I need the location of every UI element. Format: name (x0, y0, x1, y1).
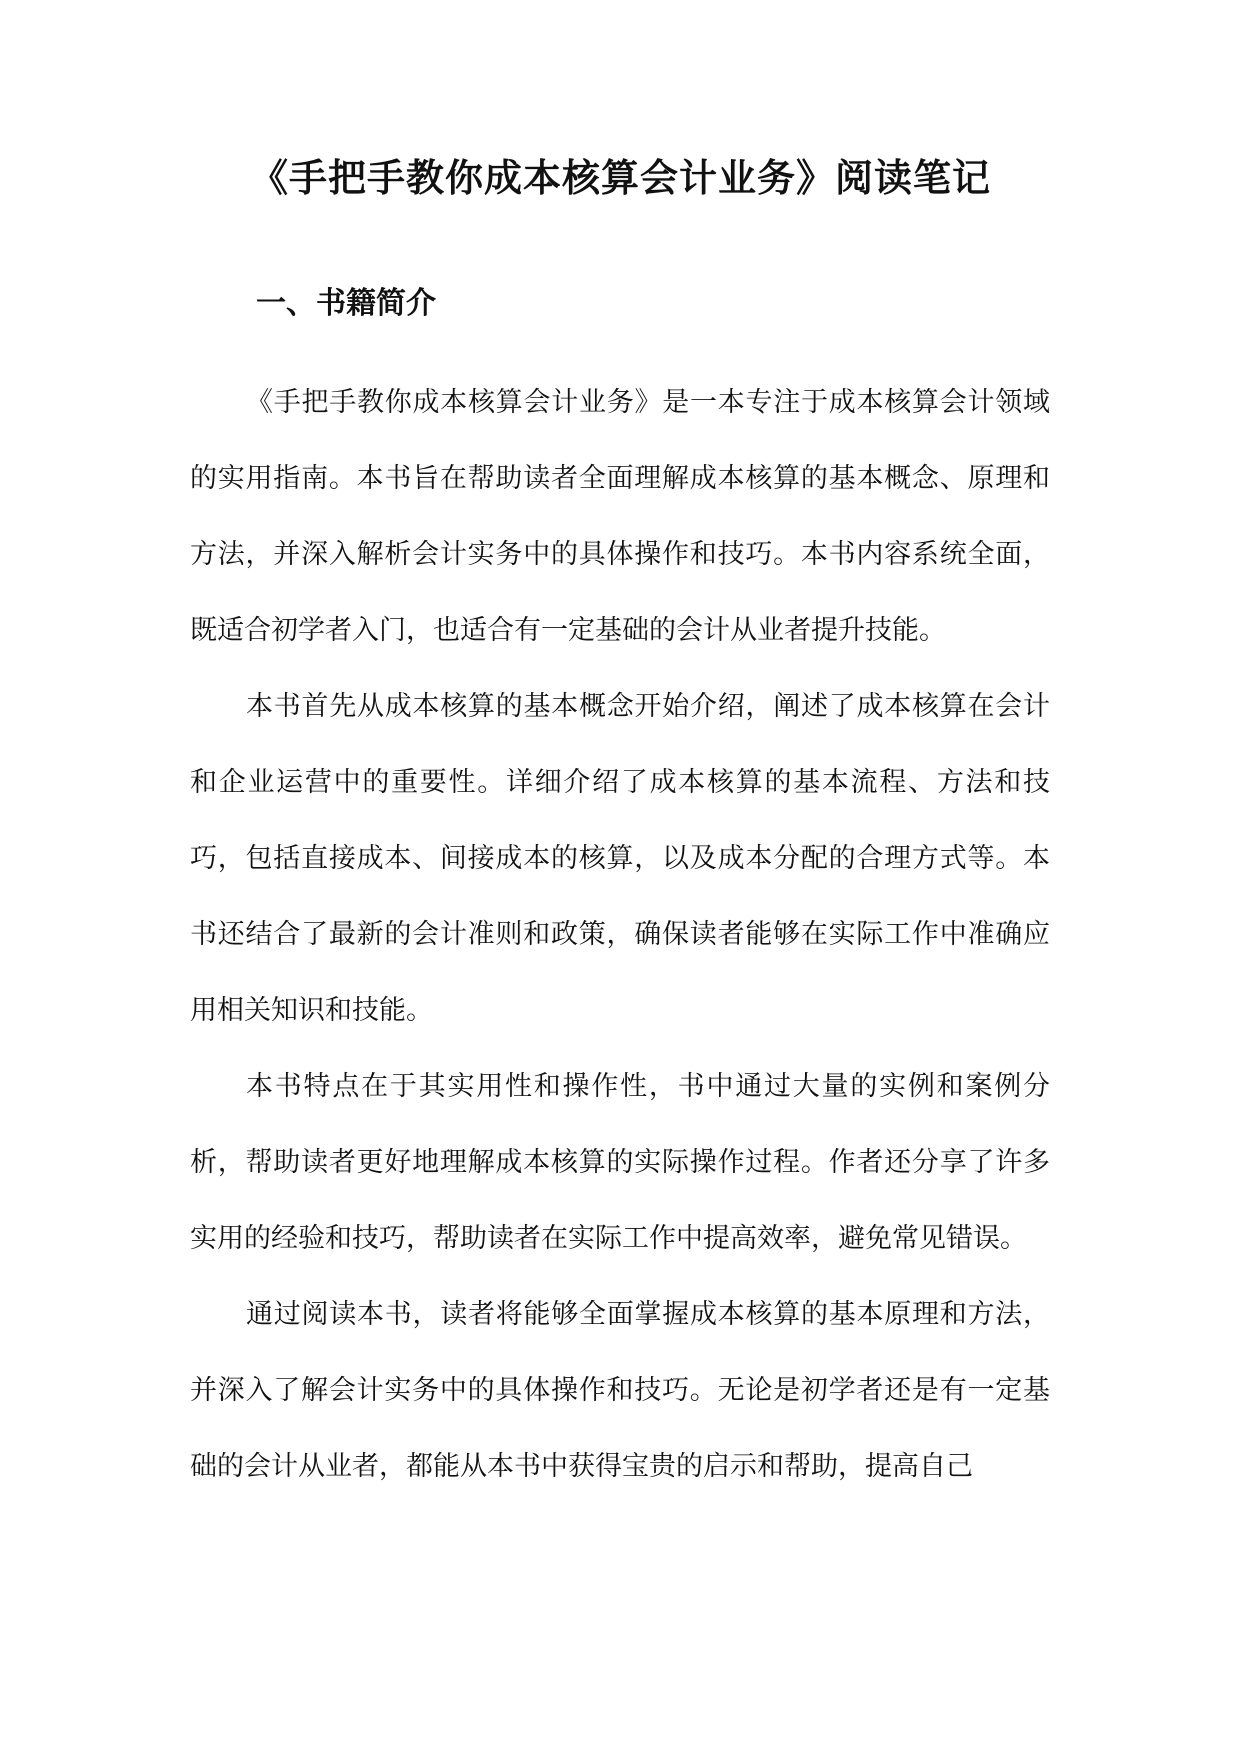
paragraph-4: 通过阅读本书，读者将能够全面掌握成本核算的基本原理和方法，并深入了解会计实务中的具体操作和技巧。无论是初学者还是有一定基础的会计从业者，都能从本书中获得宝贵的启示和帮助，提高自己 (190, 1299, 1050, 1482)
section-heading: 一、书籍简介 (256, 286, 436, 321)
document-body (190, 365, 1050, 1505)
document-title: 《手把手教你成本核算会计业务》阅读笔记 (249, 156, 991, 200)
paragraph-1: 《手把手教你成本核算会计业务》是一本专注于成本核算会计领域的实用指南。本书旨在帮助读者全面理解成本核算的基本概念、原理和方法，并深入解析会计实务中的具体操作和技巧。本书内容系统全面，既适合初学者入门，也适合有一定基础的会计从业者提升技能。 (190, 387, 1050, 646)
paragraph-3: 本书特点在于其实用性和操作性，书中通过大量的实例和案例分析，帮助读者更好地理解成本核算的实际操作过程。作者还分享了许多实用的经验和技巧，帮助读者在实际工作中提高效率，避免常见错误。 (190, 1071, 1050, 1254)
paragraph-2: 本书首先从成本核算的基本概念开始介绍，阐述了成本核算在会计和企业运营中的重要性。详细介绍了成本核算的基本流程、方法和技巧，包括直接成本、间接成本的核算，以及成本分配的合理方式等。本书还结合了最新的会计准则和政策，确保读者能够在实际工作中准确应用相关知识和技能。 (190, 691, 1050, 1026)
